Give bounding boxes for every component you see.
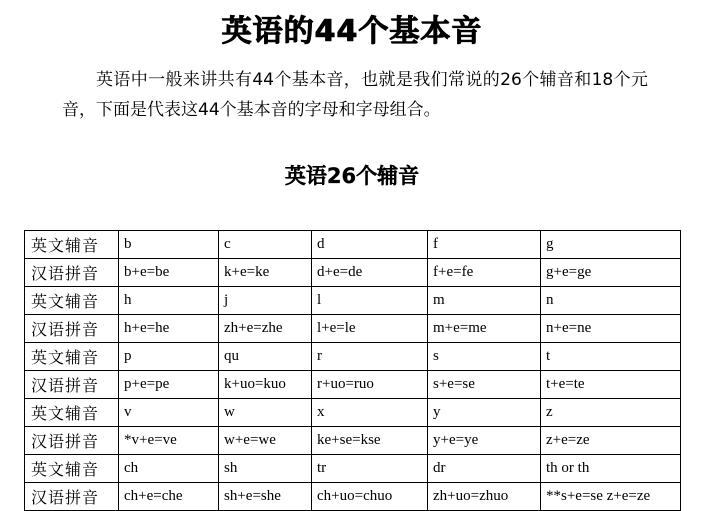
table-cell: r [312,343,428,371]
table-cell: th or th [541,455,681,483]
table-cell: p+e=pe [119,371,219,399]
table-cell: l [312,287,428,315]
table-cell: f+e=fe [428,259,541,287]
table-cell: **s+e=se z+e=ze [541,483,681,511]
table-cell: g [541,231,681,259]
table-cell: sh+e=she [219,483,312,511]
table-cell: ch [119,455,219,483]
table-cell: tr [312,455,428,483]
table-cell: s [428,343,541,371]
table-row [25,371,681,399]
consonant-table [24,230,681,511]
table-cell: t+e=te [541,371,681,399]
row-label: 汉语拼音 [25,427,119,455]
table-cell: n [541,287,681,315]
row-label: 英文辅音 [25,287,119,315]
table-cell: t [541,343,681,371]
table-cell: r+uo=ruo [312,371,428,399]
table-cell: ch+e=che [119,483,219,511]
table-row [25,455,681,483]
table-cell: m [428,287,541,315]
table-cell: w+e=we [219,427,312,455]
table-cell: ke+se=kse [312,427,428,455]
table-cell: l+e=le [312,315,428,343]
table-row [25,287,681,315]
document-page [0,6,704,507]
row-label: 英文辅音 [25,455,119,483]
table-cell: d [312,231,428,259]
table-cell: j [219,287,312,315]
table-cell: k+uo=kuo [219,371,312,399]
intro-paragraph: 英语中一般来讲共有44个基本音，也就是我们常说的26个辅音和18个元音，下面是代表这44个基本音的字母和字母组合。 [62,70,648,120]
row-label: 汉语拼音 [25,483,119,511]
table-cell: p [119,343,219,371]
table-cell: dr [428,455,541,483]
table-cell: z [541,399,681,427]
table-cell: z+e=ze [541,427,681,455]
row-label: 英文辅音 [25,343,119,371]
table-cell: zh+uo=zhuo [428,483,541,511]
row-label: 汉语拼音 [25,259,119,287]
table-cell: d+e=de [312,259,428,287]
table-row [25,231,681,259]
table-cell: x [312,399,428,427]
row-label: 英文辅音 [25,399,119,427]
row-label: 英文辅音 [25,231,119,259]
table-cell: b [119,231,219,259]
table-cell: zh+e=zhe [219,315,312,343]
table-cell: sh [219,455,312,483]
table-row [25,427,681,455]
table-cell: g+e=ge [541,259,681,287]
table-cell: s+e=se [428,371,541,399]
table-cell: m+e=me [428,315,541,343]
table-cell: y [428,399,541,427]
row-label: 汉语拼音 [25,315,119,343]
table-cell: c [219,231,312,259]
table-row [25,399,681,427]
table-cell: f [428,231,541,259]
table-row [25,315,681,343]
table-cell: y+e=ye [428,427,541,455]
table-cell: h [119,287,219,315]
table-cell: n+e=ne [541,315,681,343]
table-row [25,343,681,371]
row-label: 汉语拼音 [25,371,119,399]
consonant-table-body [25,231,681,511]
table-cell: k+e=ke [219,259,312,287]
consonant-table-container [24,230,680,511]
table-cell: v [119,399,219,427]
table-cell: h+e=he [119,315,219,343]
table-cell: b+e=be [119,259,219,287]
table-row [25,483,681,511]
table-cell: *v+e=ve [119,427,219,455]
section-title: 英语26个辅音 [284,163,420,188]
table-cell: w [219,399,312,427]
table-row [25,259,681,287]
table-cell: ch+uo=chuo [312,483,428,511]
page-title: 英语的44个基本音 [221,14,483,49]
table-cell: qu [219,343,312,371]
